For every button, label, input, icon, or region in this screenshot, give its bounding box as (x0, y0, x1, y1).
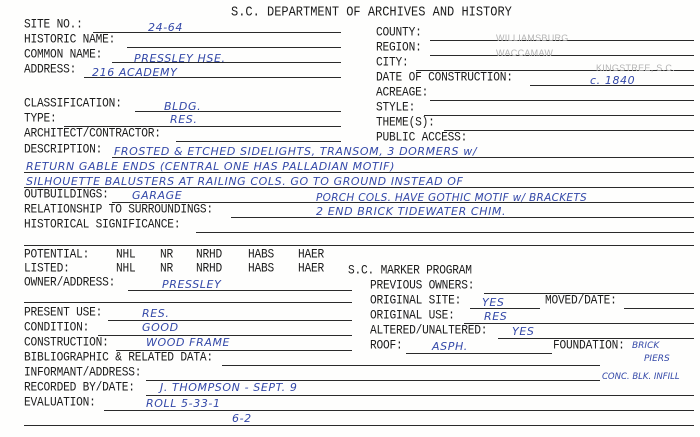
listed-label: LISTED: (24, 262, 70, 277)
architect-line (176, 141, 341, 142)
significance-line-1 (196, 232, 694, 233)
classification-value: BLDG. (164, 100, 202, 113)
original-use-label: ORIGINAL USE: (370, 309, 455, 324)
marker-program-label: S.C. MARKER PROGRAM (348, 264, 472, 279)
roof-value: ASPH. (432, 340, 468, 353)
potential-nrhd: NRHD (196, 248, 223, 263)
style-line (424, 115, 694, 116)
original-site-line (470, 308, 540, 309)
altered-label: ALTERED/UNALTERED: (370, 324, 488, 339)
description-value-1: FROSTED & ETCHED SIDELIGHTS, TRANSOM, 3 DORMERS w/ (114, 145, 478, 158)
foundation-value-3: CONC. BLK. INFILL (602, 372, 680, 382)
type-label: TYPE: (24, 112, 57, 127)
present-use-value: RES. (142, 307, 170, 320)
construction-value: WOOD FRAME (146, 336, 231, 349)
common-name-label: COMMON NAME: (24, 48, 103, 63)
original-use-line (464, 323, 694, 324)
date-of-construction-value: c. 1840 (590, 74, 636, 87)
site-no-line (93, 32, 341, 33)
owner-address-line-2 (24, 302, 352, 303)
present-use-label: PRESENT USE: (24, 306, 103, 321)
site-no-label: SITE NO.: (24, 18, 83, 33)
relationship-label: RELATIONSHIP TO SURROUNDINGS: (24, 203, 213, 218)
outbuildings-value-1: GARAGE (132, 189, 183, 202)
region-stamp: WACCAMAW (496, 48, 554, 58)
original-use-value: RES (484, 310, 508, 323)
relationship-value: 2 END BRICK TIDEWATER CHIM. (316, 205, 507, 218)
style-label: STYLE: (376, 101, 416, 116)
recorded-by-label: RECORDED BY/DATE: (24, 381, 135, 396)
potential-nr: NR (160, 248, 174, 263)
roof-label: ROOF: (370, 339, 403, 354)
address-value: 216 ACADEMY (92, 66, 178, 79)
potential-habs: HABS (248, 248, 275, 263)
description-label: DESCRIPTION: (24, 143, 103, 158)
bibliographic-line (222, 365, 600, 366)
condition-value: GOOD (142, 321, 179, 334)
recorded-by-line (146, 395, 694, 396)
condition-label: CONDITION: (24, 321, 90, 336)
foundation-value-1: BRICK (632, 341, 660, 351)
foundation-value-2: PIERS (644, 354, 670, 364)
architect-label: ARCHITECT/CONTRACTOR: (24, 127, 161, 142)
classification-label: CLASSIFICATION: (24, 97, 122, 112)
evaluation-line-1 (104, 410, 694, 411)
construction-label: CONSTRUCTION: (24, 336, 109, 351)
significance-line-2 (24, 245, 694, 246)
county-label: COUNTY: (376, 26, 422, 41)
original-site-label: ORIGINAL SITE: (370, 294, 462, 309)
original-site-value: YES (482, 296, 505, 309)
region-label: REGION: (376, 41, 422, 56)
previous-owners-label: PREVIOUS OWNERS: (370, 279, 475, 294)
public-access-label: PUBLIC ACCESS: (376, 131, 468, 146)
evaluation-value-2: 6-2 (232, 412, 252, 425)
historic-name-line (127, 47, 341, 48)
outbuildings-label: OUTBUILDINGS: (24, 188, 109, 203)
evaluation-label: EVALUATION: (24, 396, 96, 411)
type-value: RES. (170, 113, 198, 126)
potential-label: POTENTIAL: (24, 248, 90, 263)
common-name-value: PRESSLEY HSE. (134, 52, 226, 65)
description-value-3: SILHOUETTE BALUSTERS AT RAILING COLS. GO TO GROUND INSTEAD OF (26, 175, 464, 188)
foundation-label: FOUNDATION: (553, 339, 625, 354)
owner-value: PRESSLEY (162, 278, 222, 291)
evaluation-value-1: ROLL 5-33-1 (146, 397, 221, 410)
altered-value: YES (512, 325, 535, 338)
themes-line (444, 130, 694, 131)
evaluation-line-2 (24, 425, 694, 426)
listed-nrhd: NRHD (196, 262, 223, 277)
page-title: S.C. DEPARTMENT OF ARCHIVES AND HISTORY (231, 4, 512, 21)
recorded-by-value: J. THOMPSON - SEPT. 9 (160, 381, 298, 394)
date-of-construction-label: DATE OF CONSTRUCTION: (376, 71, 513, 86)
owner-address-label: OWNER/ADDRESS: (24, 276, 116, 291)
acreage-label: ACREAGE: (376, 86, 429, 101)
moved-date-line (624, 308, 694, 309)
description-value-2: RETURN GABLE ENDS (CENTRAL ONE HAS PALLADIAN MOTIF) (26, 160, 395, 173)
bibliographic-label: BIBLIOGRAPHIC & RELATED DATA: (24, 351, 213, 366)
city-label: CITY: (376, 56, 409, 71)
significance-label: HISTORICAL SIGNIFICANCE: (24, 218, 181, 233)
listed-nr: NR (160, 262, 174, 277)
region-line (430, 55, 694, 56)
themes-label: THEME(S): (376, 116, 435, 131)
county-stamp: WILLIAMSBURG (496, 33, 569, 43)
site-no-value: 24-64 (148, 21, 183, 34)
moved-date-label: MOVED/DATE: (545, 294, 617, 309)
listed-habs: HABS (248, 262, 275, 277)
historic-name-label: HISTORIC NAME: (24, 33, 116, 48)
roof-line (406, 353, 552, 354)
potential-nhl: NHL (116, 248, 136, 263)
city-stamp: KINGSTREE, S.C. (596, 63, 676, 73)
listed-haer: HAER (298, 262, 325, 277)
potential-haer: HAER (298, 248, 325, 263)
address-label: ADDRESS: (24, 63, 77, 78)
outbuildings-value-2: PORCH COLS. HAVE GOTHIC MOTIF w/ BRACKETS (316, 192, 588, 204)
informant-label: INFORMANT/ADDRESS: (24, 366, 142, 381)
listed-nhl: NHL (116, 262, 136, 277)
acreage-line (430, 100, 694, 101)
